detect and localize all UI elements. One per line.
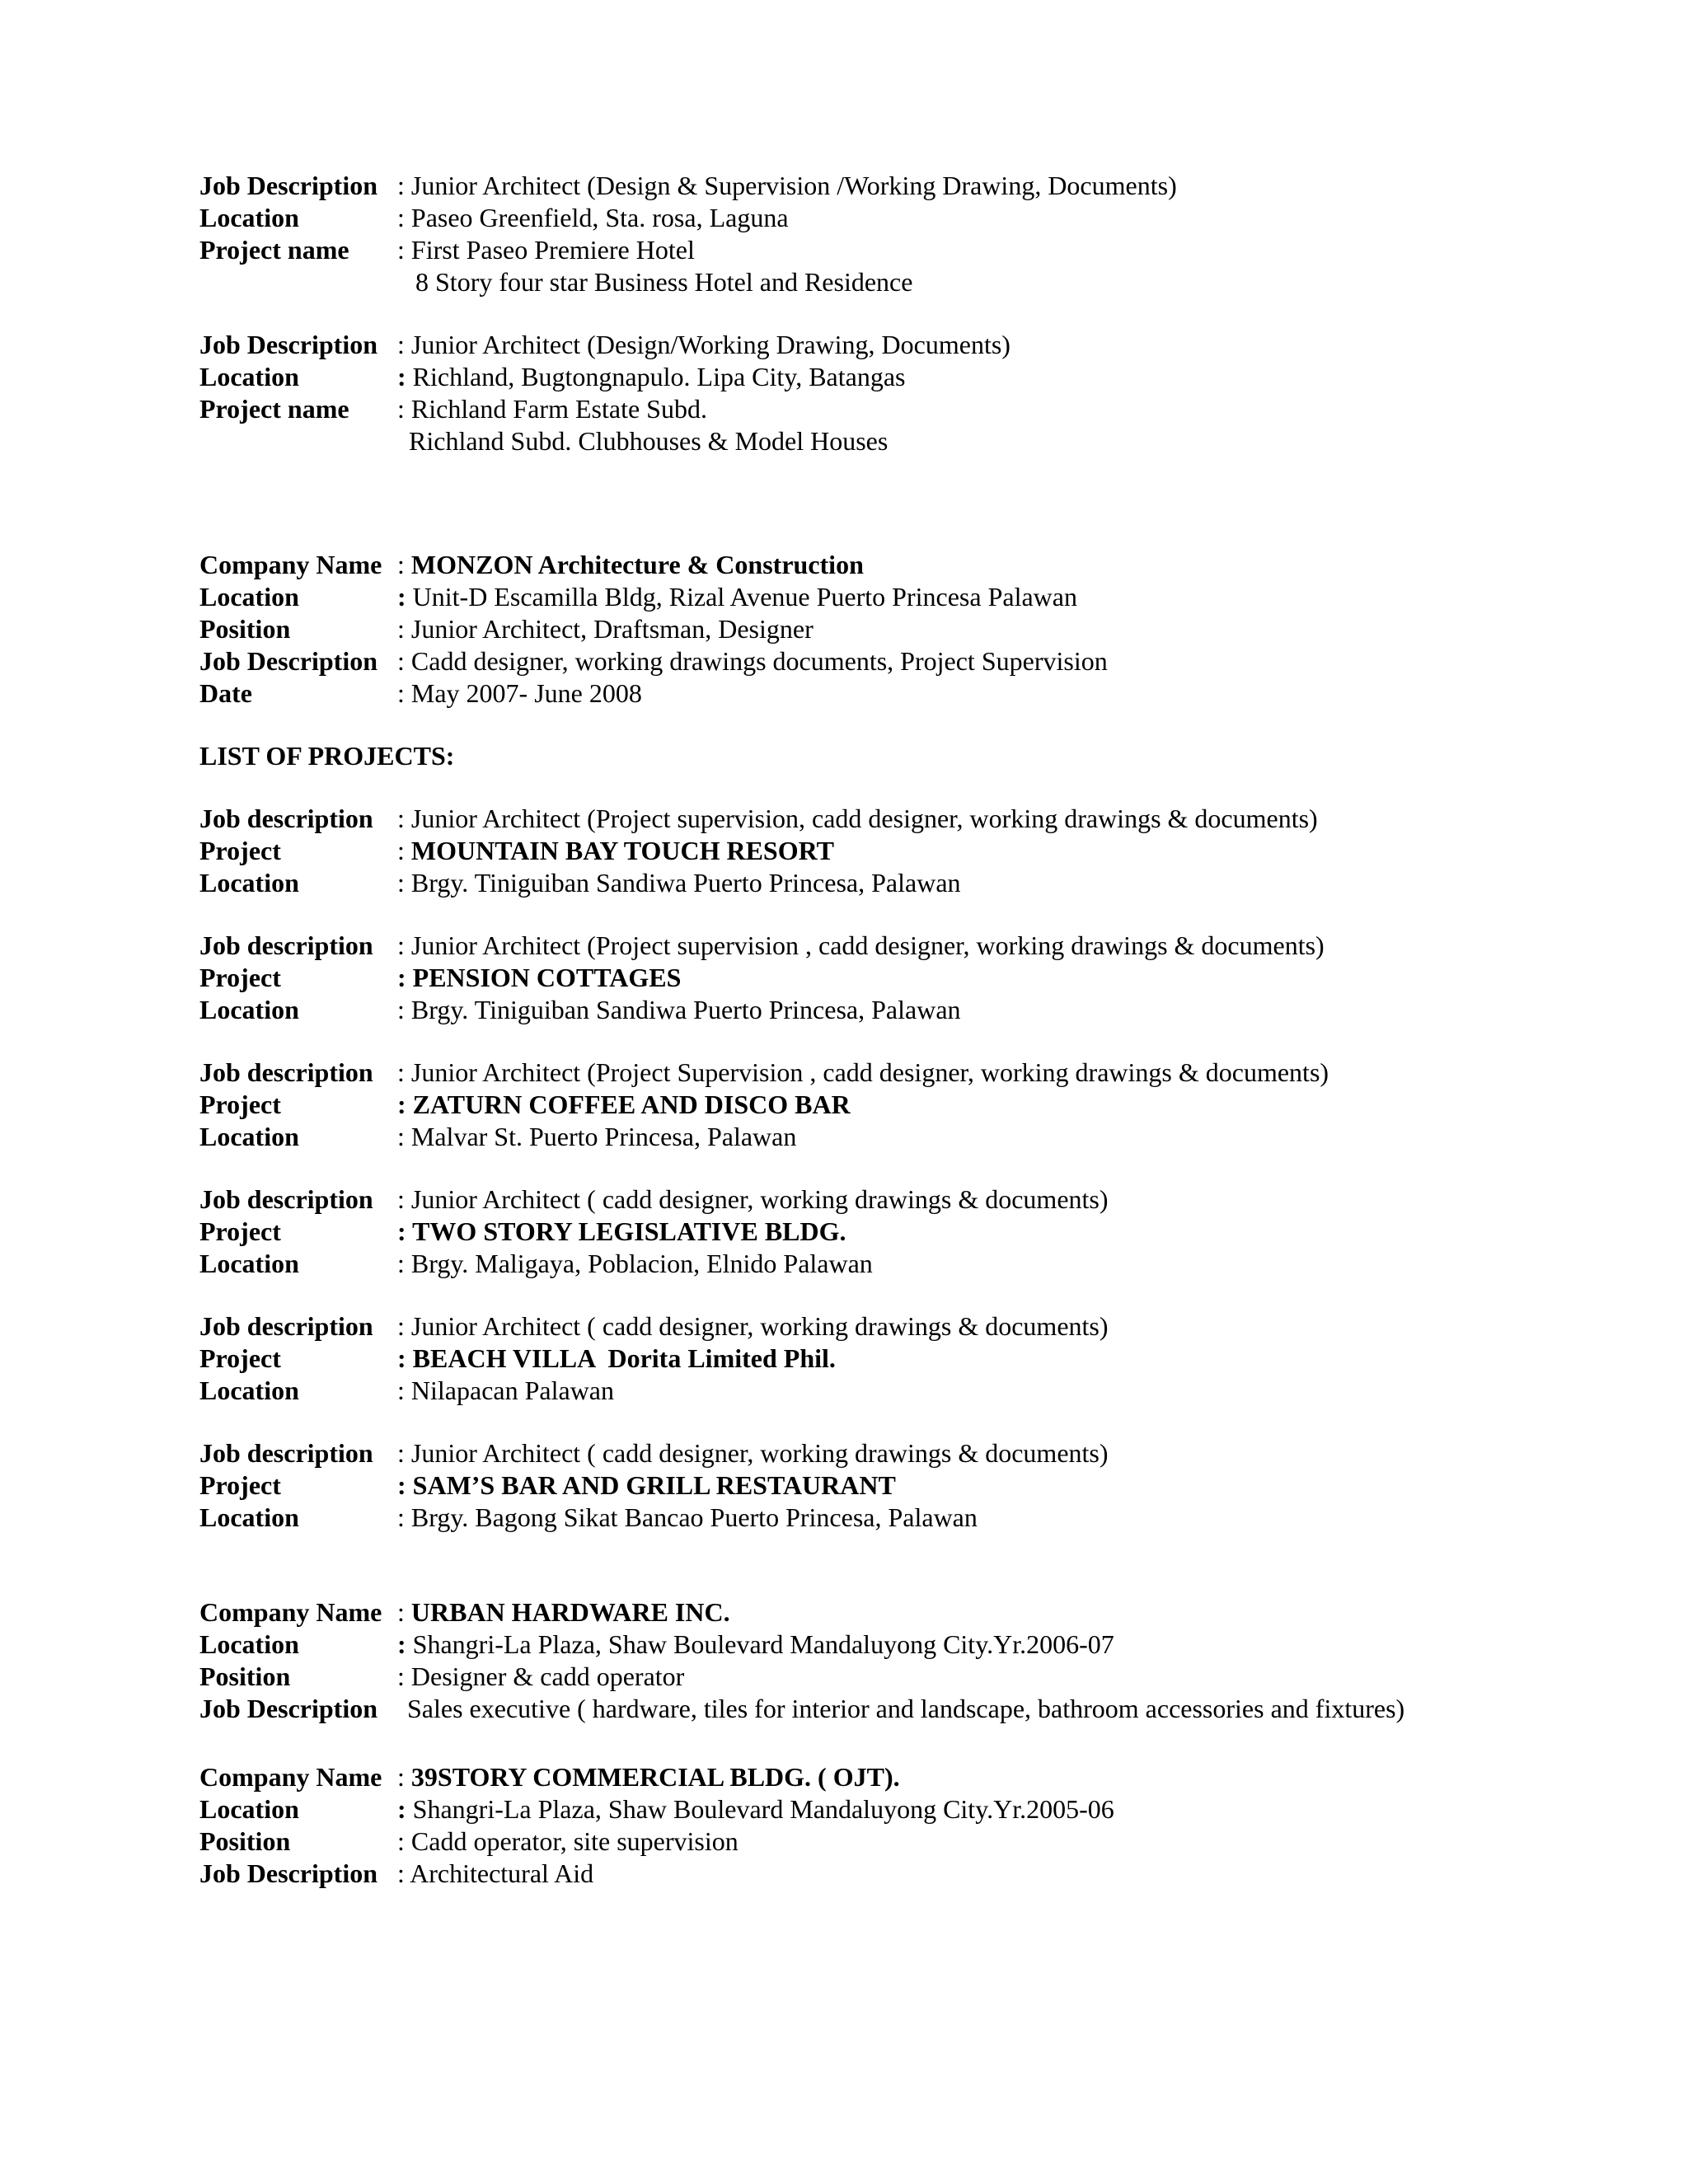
company-name-colon: :: [397, 1597, 411, 1627]
job-description-label: Job Description: [199, 171, 377, 200]
date-value: : May 2007- June 2008: [397, 678, 642, 708]
job-description-value: : Junior Architect (Design/Working Drawing, Documents): [397, 330, 1010, 359]
location-value: Shangri-La Plaza, Shaw Boulevard Mandaluyong City.Yr.2005-06: [406, 1794, 1114, 1824]
job-description-label: Job description: [199, 930, 373, 960]
job-description-label: Job description: [199, 1438, 373, 1468]
location-label: Location: [199, 1122, 299, 1151]
location-label: Location: [199, 362, 299, 391]
date-label: Date: [199, 678, 252, 708]
job-description-label: Job Description: [199, 1858, 377, 1888]
experience-content: [199, 170, 1683, 1890]
location-label: Location: [199, 1629, 299, 1659]
position-value: : Designer & cadd operator: [397, 1661, 685, 1691]
project-entry: [199, 1437, 1683, 1534]
location-label: Location: [199, 1502, 299, 1532]
location-label: Location: [199, 868, 299, 898]
job-description-label: Job description: [199, 804, 373, 833]
job-description-value: : Junior Architect (Project supervision , cadd designer, working drawings & documents): [397, 930, 1325, 960]
experience-block-richland: [199, 329, 1683, 457]
company-name-value: MONZON Architecture & Construction: [410, 550, 864, 579]
job-description-value: : Junior Architect (Project supervision, cadd designer, working drawings & documents): [397, 804, 1318, 833]
project-value: : PENSION COTTAGES: [397, 963, 682, 992]
location-value: Unit-D Escamilla Bldg, Rizal Avenue Puerto Princesa Palawan: [406, 582, 1077, 612]
job-description-label: Job description: [199, 1311, 373, 1341]
project-label: Project: [199, 1216, 281, 1246]
location-colon: :: [397, 1794, 406, 1824]
location-colon: :: [397, 1629, 406, 1659]
project-name-continuation: 8 Story four star Business Hotel and Residence: [415, 267, 913, 297]
job-description-value: : Junior Architect (Design & Supervision /Working Drawing, Documents): [397, 171, 1177, 200]
project-entry: [199, 1310, 1683, 1407]
project-entry: [199, 930, 1683, 1026]
project-label: Project: [199, 1470, 281, 1500]
job-description-value: : Junior Architect ( cadd designer, working drawings & documents): [397, 1311, 1109, 1341]
location-label: Location: [199, 203, 299, 232]
job-description-value: Sales executive ( hardware, tiles for interior and landscape, bathroom accessories and fixtures): [401, 1694, 1405, 1723]
job-description-label: Job Description: [199, 330, 377, 359]
project-value: : ZATURN COFFEE AND DISCO BAR: [397, 1090, 851, 1119]
location-label: Location: [199, 1376, 299, 1405]
company-name-colon: :: [397, 1762, 411, 1792]
company-name-value: URBAN HARDWARE INC.: [410, 1597, 730, 1627]
project-name-value: : Richland Farm Estate Subd.: [397, 394, 707, 424]
position-label: Position: [199, 1661, 291, 1691]
location-value: : Brgy. Tiniguiban Sandiwa Puerto Princesa, Palawan: [397, 868, 961, 898]
location-value: : Brgy. Bagong Sikat Bancao Puerto Princesa, Palawan: [397, 1502, 978, 1532]
location-colon: :: [397, 582, 406, 612]
position-value: : Junior Architect, Draftsman, Designer: [397, 614, 814, 644]
job-description-value: : Junior Architect (Project Supervision , cadd designer, working drawings & documents): [397, 1057, 1329, 1087]
project-name-value: : First Paseo Premiere Hotel: [397, 235, 695, 265]
project-label: Project: [199, 1090, 281, 1119]
location-value: : Malvar St. Puerto Princesa, Palawan: [397, 1122, 797, 1151]
project-entry: [199, 1183, 1683, 1280]
job-description-label: Job description: [199, 1184, 373, 1214]
position-value: : Cadd operator, site supervision: [397, 1826, 738, 1856]
company-block-ojt: [199, 1761, 1683, 1890]
job-description-value: : Junior Architect ( cadd designer, working drawings & documents): [397, 1438, 1109, 1468]
project-entry: [199, 1057, 1683, 1153]
project-label: Project: [199, 1343, 281, 1373]
project-name-continuation: Richland Subd. Clubhouses & Model Houses: [409, 426, 889, 456]
experience-block-paseo: [199, 170, 1683, 298]
company-block-urban: [199, 1596, 1683, 1725]
projects-heading: LIST OF PROJECTS:: [199, 741, 455, 771]
project-value: MOUNTAIN BAY TOUCH RESORT: [410, 836, 834, 865]
job-description-label: Job description: [199, 1057, 373, 1087]
project-name-label: Project name: [199, 235, 349, 265]
job-description-value: : Architectural Aid: [397, 1858, 594, 1888]
location-label: Location: [199, 1249, 299, 1278]
location-label: Location: [199, 995, 299, 1024]
project-value: : TWO STORY LEGISLATIVE BLDG.: [397, 1216, 846, 1246]
position-label: Position: [199, 614, 291, 644]
location-label: Location: [199, 582, 299, 612]
company-name-label: Company Name: [199, 1597, 382, 1627]
location-value: Richland, Bugtongnapulo. Lipa City, Batangas: [406, 362, 906, 391]
company-name-label: Company Name: [199, 550, 382, 579]
job-description-label: Job Description: [199, 1694, 377, 1723]
project-entry: [199, 803, 1683, 899]
location-value: : Nilapacan Palawan: [397, 1376, 614, 1405]
location-label: Location: [199, 1794, 299, 1824]
company-name-label: Company Name: [199, 1762, 382, 1792]
location-value: : Brgy. Tiniguiban Sandiwa Puerto Princesa, Palawan: [397, 995, 961, 1024]
job-description-value: : Cadd designer, working drawings documents, Project Supervision: [397, 646, 1108, 676]
project-value: : BEACH VILLA Dorita Limited Phil.: [397, 1343, 836, 1373]
project-colon: :: [397, 836, 411, 865]
project-list: [199, 803, 1683, 1534]
job-description-value: : Junior Architect ( cadd designer, working drawings & documents): [397, 1184, 1109, 1214]
project-value: : SAM’S BAR AND GRILL RESTAURANT: [397, 1470, 896, 1500]
company-name-colon: :: [397, 550, 411, 579]
project-name-label: Project name: [199, 394, 349, 424]
company-name-value: 39STORY COMMERCIAL BLDG. ( OJT).: [410, 1762, 900, 1792]
job-description-label: Job Description: [199, 646, 377, 676]
company-block-monzon: [199, 549, 1683, 710]
location-value: : Paseo Greenfield, Sta. rosa, Laguna: [397, 203, 789, 232]
position-label: Position: [199, 1826, 291, 1856]
project-label: Project: [199, 836, 281, 865]
location-colon: :: [397, 362, 406, 391]
location-value: Shangri-La Plaza, Shaw Boulevard Mandaluyong City.Yr.2006-07: [406, 1629, 1114, 1659]
location-value: : Brgy. Maligaya, Poblacion, Elnido Palawan: [397, 1249, 873, 1278]
project-label: Project: [199, 963, 281, 992]
